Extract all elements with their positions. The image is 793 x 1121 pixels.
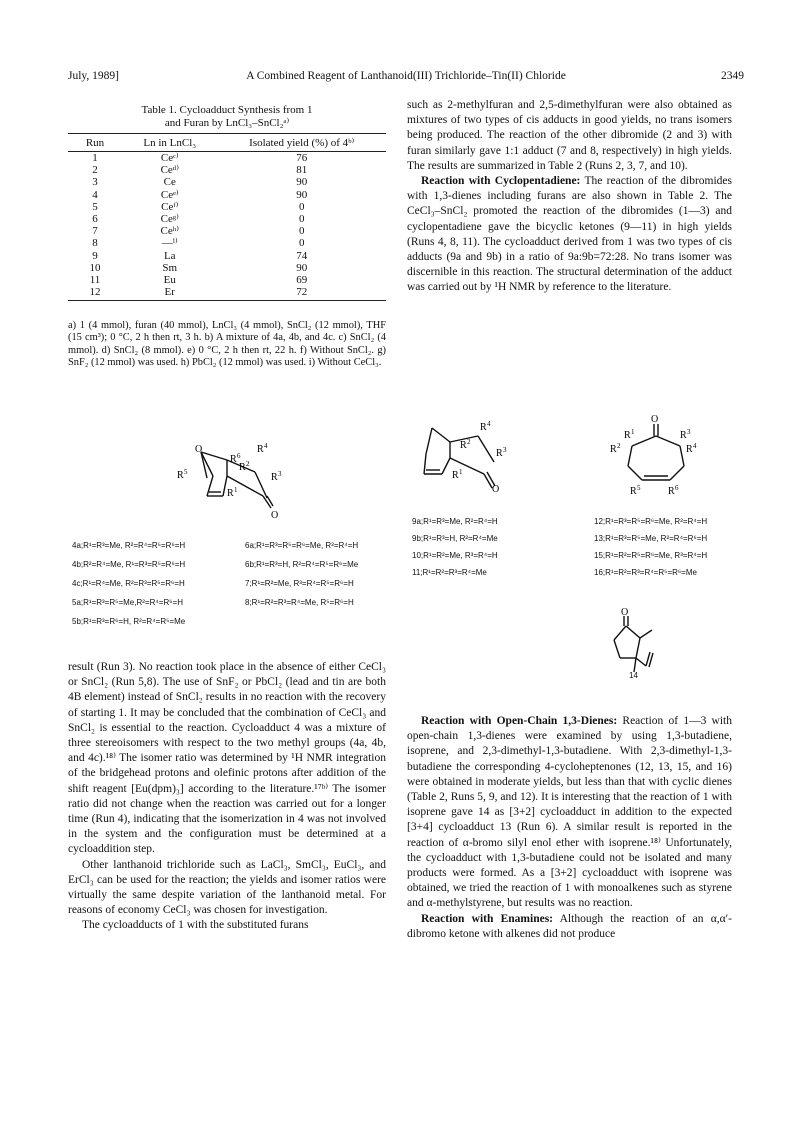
compound-label: 4b;R²=R⁴=Me, R¹=R³=R⁵=R⁶=H [72, 560, 186, 569]
table-cell-yield: 76 [296, 152, 308, 164]
svg-text:2: 2 [467, 438, 471, 446]
table-row [68, 189, 386, 201]
svg-text:O: O [492, 484, 500, 495]
table-cell-yield: 90 [296, 188, 308, 201]
svg-text:3: 3 [278, 470, 282, 478]
section-enamines [407, 912, 732, 942]
paragraph: result (Run 3). No reaction took place in the absence of either CeCl₃ or SnCl₂ (Run 5,8). The use of SnF₂ or PbCl₂ (lead and tin are both 4B element) instead of SnCl₂ results in no reaction with the recovery of starting 1. It may be concluded that the combination of CeCl₃ and SnCl₂ is essential to the reaction. Cycloadduct 4 was a mixture of three stereoisomers with respect to the two methyl groups (4a, 4b, and 4c).¹⁸⁾ The isomer ratio was determined by ¹H NMR integration of the bridgehead protons and olefinic protons after addition of the shift reagent [Eu(dpm)₃] according to the literature.¹⁷ᵇ⁾ The isomer ratio did not change when the reaction was carried out for a longer time (Run 4), indicating that the isomerization in 4 was not involved in the system and the configuration must be determined at a cycloaddition step. [68, 661, 386, 856]
table-footnote: a) 1 (4 mmol), furan (40 mmol), LnCl₃ (4 mmol), SnCl₂ (12 mmol), THF (15 cm³); 0 °C, 2 h then rt, 3 h. b) A mixture of 4a, 4b, and 4c. c) SnCl₂ (4 mmol). d) SnCl₂ (8 mmol). e) 0 °C, 2 h then rt, 22 h. f) Without SnCl₂. g) SnF₂ (12 mmol) was used. h) PbCl₂ (12 mmol) was used. i) Without CeCl₃. [68, 320, 386, 369]
table-cell-yield: 0 [298, 237, 305, 250]
table-cell-run: 2 [92, 164, 98, 177]
svg-text:R: R [480, 422, 487, 433]
compound-label: 4a;R¹=R³=Me, R²=R⁴=R⁵=R⁶=H [72, 541, 186, 550]
table-1 [68, 133, 386, 301]
table-cell-yield: 74 [296, 249, 308, 262]
svg-text:2: 2 [246, 460, 250, 468]
table-cell-ln: Ce [163, 176, 176, 189]
table-cell-run: 12 [68, 286, 122, 301]
compound-label: 11;R¹=R²=R³=R⁴=Me [412, 568, 487, 577]
compound-label: 5b;R¹=R³=R⁶=H, R²=R⁴=R⁵=Me [72, 617, 186, 626]
structure-compound-14 [600, 607, 680, 685]
header-title: A Combined Reagent of Lanthanoid(III) Trichloride–Tin(II) Chloride [246, 70, 566, 82]
svg-text:1: 1 [234, 486, 238, 494]
svg-text:R: R [680, 430, 687, 441]
svg-text:6: 6 [675, 484, 679, 492]
table-row [68, 225, 386, 237]
compound-label: 6b;R¹=R³=H, R²=R⁴=R⁵=R⁶=Me [245, 560, 359, 569]
table-row [68, 201, 386, 213]
table-row [68, 237, 386, 249]
svg-text:R: R [624, 430, 631, 441]
header-date: July, 1989] [68, 70, 120, 82]
compound-label: 8;R¹=R²=R³=R⁴=Me, R⁵=R⁶=H [245, 598, 354, 607]
svg-text:R: R [460, 440, 467, 451]
table-cell-yield: 90 [296, 176, 308, 189]
svg-text:R: R [227, 488, 234, 499]
table-cell-ln: Ceᵍ⁾ [160, 213, 179, 226]
table-row [68, 176, 386, 188]
table-cell-yield: 0 [298, 200, 305, 213]
page-number: 2349 [721, 70, 744, 82]
svg-text:6: 6 [237, 452, 241, 460]
svg-text:2: 2 [617, 442, 621, 450]
svg-text:3: 3 [687, 428, 691, 436]
compound-label: 4c;R¹=R⁴=Me, R²=R³=R⁵=R⁶=H [72, 579, 185, 588]
table-cell-run: 11 [89, 274, 101, 287]
structure-cycloheptenone [606, 410, 716, 495]
table-row [68, 164, 386, 176]
svg-text:O: O [195, 444, 203, 455]
table-cell-ln: Ceᶠ⁾ [161, 200, 179, 213]
svg-text:1: 1 [459, 468, 463, 476]
svg-text:4: 4 [487, 420, 491, 428]
table-cell-ln: Eu [163, 274, 176, 287]
table-cell-ln: —ⁱ⁾ [161, 237, 178, 250]
table-cell-yield: 72 [217, 286, 386, 301]
table-cell-ln: Sm [162, 261, 178, 274]
table-row [68, 250, 386, 262]
paragraph: The cycloadducts of 1 with the substituted furans [82, 919, 309, 932]
table-cell-yield: 81 [296, 164, 308, 177]
svg-text:5: 5 [184, 468, 188, 476]
svg-text:O: O [621, 607, 629, 618]
table-cell-yield: 90 [296, 261, 308, 274]
table-cell-run: 4 [92, 188, 98, 201]
svg-text:1: 1 [631, 428, 635, 436]
table-cell-ln: La [163, 249, 176, 262]
table-cell-run: 10 [89, 261, 101, 274]
table-cell-yield: 0 [298, 225, 305, 238]
paragraph: such as 2-methylfuran and 2,5-dimethylfuran were also obtained as mixtures of two types of cis adducts in good yields, no trans isomers being produced. The reaction of the other dibromide (2 and 3) with furan similarly gave 1:1 adduct (7 and 8, respectively) in high yields. The results are summarized in Table 2 (Runs 2, 3, 7, and 10). [407, 99, 732, 172]
table-row [68, 213, 386, 225]
structure-oxabicyclic-ketone [175, 438, 295, 521]
svg-text:R: R [496, 448, 503, 459]
table-row [68, 274, 386, 286]
structure-bicyclic-ketone [412, 418, 512, 493]
svg-text:R: R [668, 486, 675, 497]
table-cell-yield: 0 [298, 213, 305, 226]
compound-label: 12;R¹=R³=R⁵=R⁶=Me, R²=R⁴=H [594, 517, 708, 526]
table-cell-ln: Ceᵈ⁾ [160, 164, 179, 177]
compound-label: 15;R¹=R²=R⁵=R⁶=Me, R³=R⁴=H [594, 551, 708, 560]
table-cell-run: 9 [92, 249, 98, 262]
svg-text:R: R [271, 472, 278, 483]
running-header [68, 70, 744, 86]
table-cell-run: 8 [92, 237, 98, 250]
section-heading: Reaction with Open-Chain 1,3-Dienes: [421, 715, 618, 727]
svg-text:O: O [651, 414, 659, 425]
table-row [68, 262, 386, 274]
svg-text:5: 5 [637, 484, 641, 492]
svg-text:R: R [686, 444, 693, 455]
table-cell-run: 5 [92, 200, 98, 213]
section-body: Reaction of 1—3 with open-chain 1,3-dienes were examined by using 1,3-butadiene, isoprene, and 2,3-dimethyl-1,3-butadiene. With 2,3-dimethyl-1,3-butadiene the corresponding 4-cycloheptenones (12, 13, 15, and 16) were obtained in moderate yields, but less than that with cyclic dienes (Table 2, Runs 5, 9, and 12). It is interesting that the reaction of 1 with isoprene gave 14 as [3+2] cycloadduct in addition to the expected [3+4] cycloadduct 13 (Run 6). A similar result is reported in the reaction of α-bromo silyl enol ether with isoprene.¹⁸⁾ Unfortunately, the cycloadduct with 1,3-butadiene could not be isolated and many products were formed. As a [3+2] cycloadduct with isoprene was obtained, we tried the reaction of 1 with monoalkenes such as styrene and α-methylstyrene, but results was no reaction. [407, 715, 732, 910]
table-cell-ln: Ceᵉ⁾ [160, 188, 179, 201]
section-body: Although the reaction of an α,α′-dibromo ketone with alkenes did not produce [407, 912, 732, 940]
compound-label: 16;R¹=R²=R³=R⁴=R⁵=R⁶=Me [594, 568, 697, 577]
svg-text:3: 3 [503, 446, 507, 454]
compound-label: 9a;R¹=R³=Me, R²=R⁴=H [412, 517, 498, 526]
table-cell-run: 1 [92, 152, 98, 164]
section-cyclopentadiene [407, 174, 732, 296]
table-cell-run: 3 [92, 176, 98, 189]
svg-text:O: O [271, 510, 279, 521]
left-column-text [68, 660, 386, 934]
svg-text:R: R [452, 470, 459, 481]
section-heading: Reaction with Enamines: [421, 912, 554, 925]
svg-text:4: 4 [264, 442, 268, 450]
table-caption: Table 1. Cycloadduct Synthesis from 1 and Furan by LnCl₃–SnCl₂ᵃ⁾ [141, 104, 313, 129]
compound-label: 13;R¹=R³=R⁵=Me, R²=R⁴=R⁶=H [594, 534, 708, 543]
svg-text:R: R [630, 486, 637, 497]
compound-label: 5a;R¹=R³=R⁵=Me,R²=R⁴=R⁶=H [72, 598, 183, 607]
section-heading: Reaction with Cyclopentadiene: [421, 175, 581, 188]
right-column-bottom [407, 714, 732, 942]
svg-text:R: R [230, 454, 237, 465]
section-open-chain [407, 714, 732, 912]
svg-text:4: 4 [693, 442, 697, 450]
table-row [68, 286, 386, 301]
table-cell-run: 6 [92, 213, 98, 226]
table-row [68, 152, 386, 165]
compound-label: 10;R¹=R²=Me, R³=R⁴=H [412, 551, 498, 560]
compound-14-label: 14 [629, 671, 638, 680]
svg-text:R: R [177, 470, 184, 481]
table-cell-yield: 69 [296, 274, 308, 287]
svg-text:R: R [239, 462, 246, 473]
col-ln: Ln in LnCl₃ [122, 134, 217, 152]
paragraph: Other lanthanoid trichloride such as LaCl₃, SmCl₃, EuCl₃, and ErCl₃ can be used for the reaction; the yields and isomer ratios were virtually the same despite variation of the lanthanoid metal. For reasons of economy CeCl₃ was chosen for investigation. [68, 858, 386, 917]
table-cell-ln: Er [122, 286, 217, 301]
compound-label: 6a;R¹=R³=R⁵=R⁶=Me, R²=R⁴=H [245, 541, 359, 550]
table-header-row [68, 134, 386, 152]
col-run: Run [68, 134, 122, 152]
svg-text:R: R [610, 444, 617, 455]
right-column-top [407, 98, 732, 296]
table-cell-ln: Ceᶜ⁾ [160, 152, 179, 164]
col-yield: Isolated yield (%) of 4ᵇ⁾ [217, 134, 386, 152]
table-cell-run: 7 [92, 225, 98, 238]
section-body: The reaction of the dibromides with 1,3-dienes including furans are also shown in Table 2. The CeCl₃–SnCl₂ promoted the reaction of the dibromides (1—3) and cyclopentadiene gave the bicyclic ketones (9—11) in high yields (Runs 4, 8, 11). The cycloadduct derived from 1 was two types of cis adducts (9a and 9b) in a ratio of 9a:9b=72:28. No trans isomer was discernible in this reaction. The structural determination of the adduct was carried out by ¹H NMR by reference to the literature. [407, 175, 733, 294]
compound-label: 9b;R¹=R³=H, R²=R⁴=Me [412, 534, 498, 543]
svg-text:R: R [257, 444, 264, 455]
table-cell-ln: Ceʰ⁾ [160, 225, 179, 238]
compound-label: 7;R¹=R²=Me, R³=R⁴=R⁵=R⁶=H [245, 579, 354, 588]
